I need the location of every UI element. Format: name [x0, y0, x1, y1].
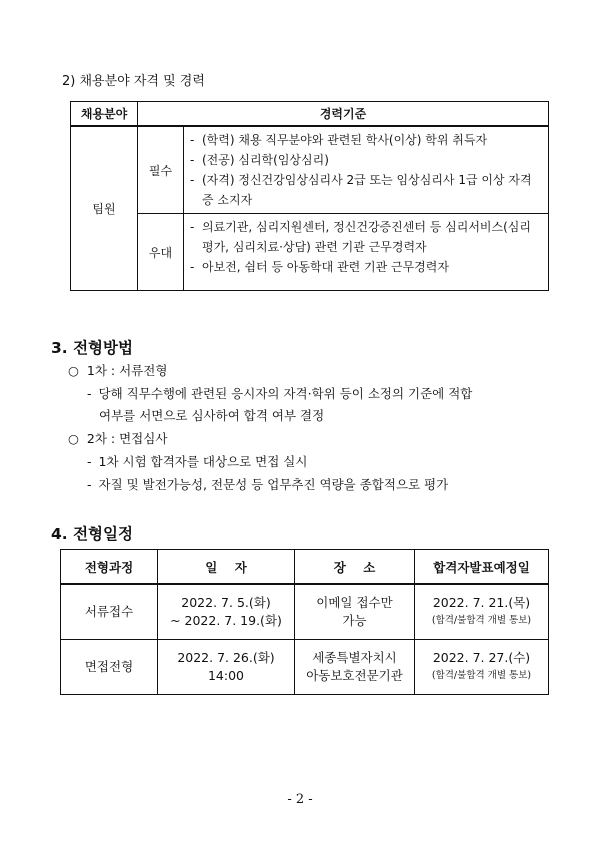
date-cell: 2022. 7. 26.(화) 14:00: [158, 640, 295, 695]
step1-line: [68, 361, 167, 379]
stage-cell: 면접전형: [61, 640, 158, 695]
step2-desc1: - 1차 시험 합격자를 대상으로 면접 실시: [87, 454, 308, 469]
header-stage: 전형과정: [61, 550, 158, 585]
step1-desc-line1: - 당해 직무수행에 관련된 응시자의 자격·학위 등이 소정의 기준에 적합: [87, 386, 473, 401]
schedule-table: [60, 549, 549, 695]
section3-title: 3. 전형방법: [51, 339, 133, 357]
list-item: - 의료기관, 심리지원센터, 정신건강증진센터 등 심리서비스(심리평가, 심리치료·상담) 관련 기관 근무경력자: [190, 220, 531, 254]
preferred-label: 우대: [138, 214, 184, 291]
step1-label: 1차 : 서류전형: [86, 363, 168, 378]
list-item: - (학력) 채용 직무분야와 관련된 학사(이상) 학위 취득자: [190, 133, 488, 147]
section2-title: 2) 채용분야 자격 및 경력: [62, 74, 205, 89]
step2-label: 2차 : 면접심사: [86, 431, 168, 446]
role-cell: 팀원: [71, 126, 138, 291]
table-row: [61, 640, 549, 695]
circle-bullet-icon: ○: [68, 363, 79, 378]
table-row: [61, 584, 549, 640]
step1-desc-line2: 여부를 서면으로 심사하여 합격 여부 결정: [99, 408, 325, 423]
result-cell: 2022. 7. 21.(목) (합격/불합격 개별 통보): [415, 584, 549, 640]
section4-title: 4. 전형일정: [51, 525, 133, 543]
place-cell: 세종특별자치시 아동보호전문기관: [295, 640, 415, 695]
header-criteria: 경력기준: [138, 102, 549, 127]
list-item: - 아보전, 쉼터 등 아동학대 관련 기관 근무경력자: [190, 260, 449, 274]
circle-bullet-icon: ○: [68, 431, 79, 446]
step2-desc2: - 자질 및 발전가능성, 전문성 등 업무추진 역량을 종합적으로 평가: [87, 477, 449, 492]
header-field: 채용분야: [71, 102, 138, 127]
header-place: 장 소: [295, 550, 415, 585]
page-number: - 2 -: [287, 792, 313, 807]
result-cell: 2022. 7. 27.(수) (합격/불합격 개별 통보): [415, 640, 549, 695]
step2-line: [68, 429, 167, 447]
list-item: - (자격) 정신건강임상심리사 2급 또는 임상심리사 1급 이상 자격증 소지자: [190, 173, 532, 207]
required-label: 필수: [138, 126, 184, 214]
required-items: [184, 126, 549, 214]
qualification-table: [70, 101, 549, 291]
header-date: 일 자: [158, 550, 295, 585]
stage-cell: 서류접수: [61, 584, 158, 640]
date-cell: 2022. 7. 5.(화) ~ 2022. 7. 19.(화): [158, 584, 295, 640]
list-item: - (전공) 심리학(임상심리): [190, 153, 329, 167]
place-cell: 이메일 접수만 가능: [295, 584, 415, 640]
preferred-items: [184, 214, 549, 291]
header-result: 합격자발표예정일: [415, 550, 549, 585]
